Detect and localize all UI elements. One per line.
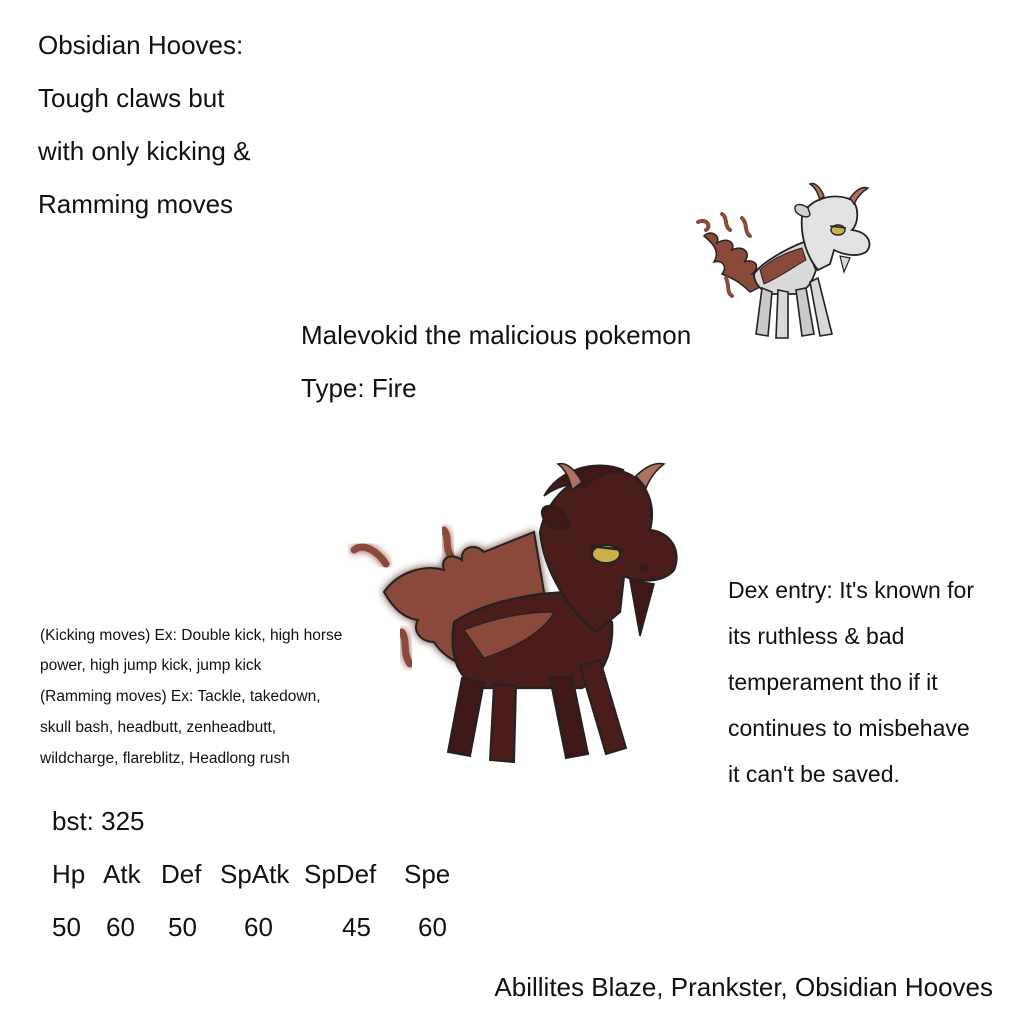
ability-note-line-3: with only kicking & [38, 136, 251, 166]
stat-value-spdef: 45 [342, 912, 371, 942]
stat-value-atk: 60 [106, 912, 135, 942]
moves-line-2: power, high jump kick, jump kick [40, 657, 262, 674]
stat-header-def: Def [161, 859, 202, 889]
stat-value-spatk: 60 [244, 912, 273, 942]
moves-line-4: skull bash, headbutt, zenheadbutt, [40, 719, 277, 736]
goat-pokemon-shiny-icon [692, 178, 876, 350]
ability-note-line-2: Tough claws but [38, 83, 225, 113]
stat-value-hp: 50 [52, 912, 81, 942]
goat-pokemon-icon [344, 452, 694, 777]
stat-header-atk: Atk [103, 859, 141, 889]
ability-note-line-1: Obsidian Hooves: [38, 30, 244, 60]
bst-label: bst: 325 [52, 806, 145, 836]
stat-header-spdef: SpDef [304, 859, 377, 889]
stat-header-spe: Spe [404, 859, 451, 889]
moves-line-3: (Ramming moves) Ex: Tackle, takedown, [40, 688, 321, 705]
moves-line-5: wildcharge, flareblitz, Headlong rush [40, 750, 290, 767]
stat-header-spatk: SpAtk [220, 859, 290, 889]
dex-entry-line-1: Dex entry: It's known for [728, 577, 974, 603]
abilities-line: Abillites Blaze, Prankster, Obsidian Hooves [494, 972, 993, 1002]
dex-entry-line-5: it can't be saved. [728, 761, 900, 787]
stat-value-spe: 60 [418, 912, 447, 942]
ability-note-line-4: Ramming moves [38, 189, 234, 219]
dex-entry-line-2: its ruthless & bad [728, 623, 905, 649]
dex-entry-line-4: continues to misbehave [728, 715, 970, 741]
dex-entry-line-3: temperament tho if it [728, 669, 938, 695]
moves-line-1: (Kicking moves) Ex: Double kick, high horse [40, 627, 343, 644]
species-line: Malevokid the malicious pokemon [301, 320, 692, 350]
type-line: Type: Fire [301, 373, 417, 403]
stat-value-def: 50 [168, 912, 197, 942]
stat-header-hp: Hp [52, 859, 86, 889]
